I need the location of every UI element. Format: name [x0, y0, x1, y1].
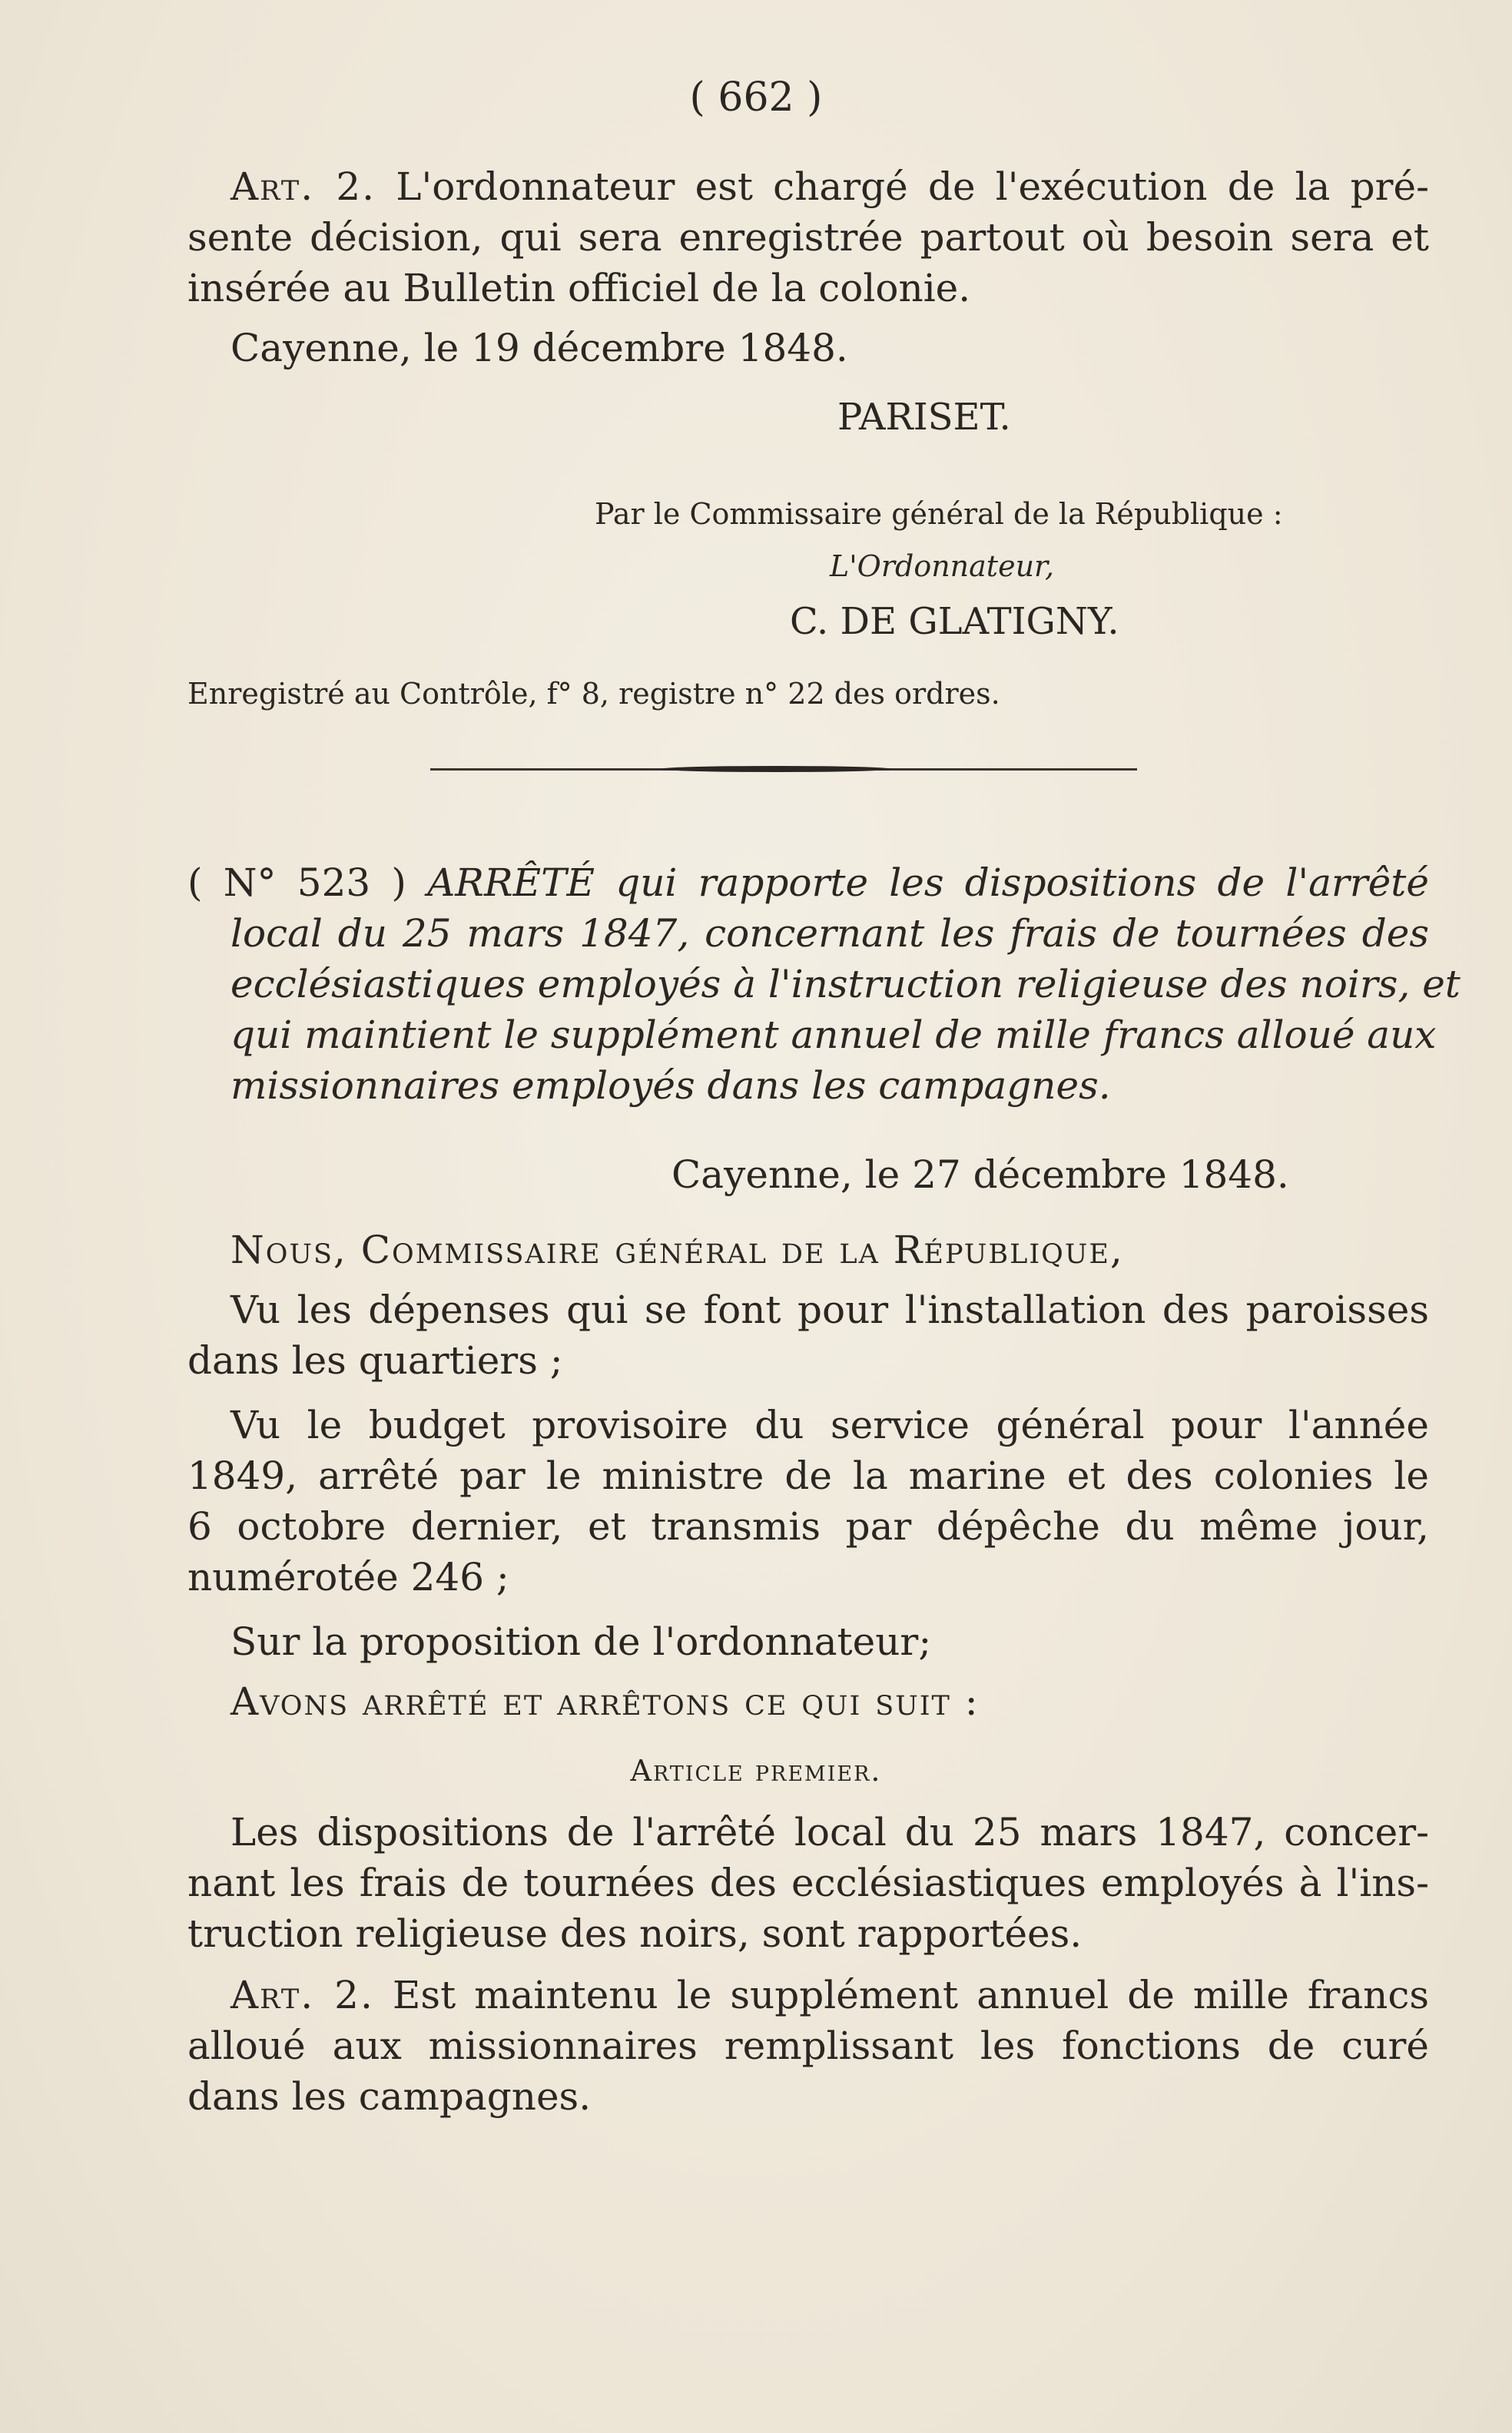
decree-title-line-4: qui maintient le supplément annuel de mille francs alloué aux [230, 1013, 1437, 1057]
decree-date: Cayenne, le 27 décembre 1848. [671, 1152, 1289, 1197]
article-2-line-2: alloué aux missionnaires remplissant les fonctions de curé [187, 2024, 1429, 2068]
decree-title-line-2: local du 25 mars 1847, concernant les frais de tournées des [230, 911, 1429, 956]
signature-pariset: PARISET. [837, 396, 1011, 439]
consideration-2-line-1: Vu le budget provisoire du service général pour l'année [230, 1403, 1429, 1447]
consideration-1-line-2: dans les quartiers ; [187, 1338, 563, 1383]
decree-title-line-3: ecclésiastiques employés à l'instruction religieuse des noirs, et [230, 962, 1461, 1006]
decree-decision: Avons arrêté et arrêtons ce qui suit : [230, 1679, 980, 1724]
art2-top-line-3: insérée au Bulletin officiel de la colonie. [187, 266, 971, 310]
article-first-heading: Article premier. [630, 1754, 882, 1788]
decree-title-line-5: missionnaires employés dans les campagnes. [230, 1063, 1111, 1108]
art2-top-line-2: sente décision, qui sera enregistrée partout où besoin sera et [187, 215, 1429, 260]
consideration-2-line-3: 6 octobre dernier, et transmis par dépêche du même jour, [187, 1504, 1429, 1549]
decree-title-line-1 [187, 857, 1429, 908]
consideration-2-line-2: 1849, arrêté par le ministre de la marine et des colonies le [187, 1454, 1429, 1498]
section-divider [430, 768, 1137, 771]
art2-top-text-1: L'ordonnateur est chargé de l'exécution de la pré- [396, 164, 1430, 209]
decree-number: ( N° 523 ) [187, 860, 406, 905]
consideration-2-line-4: numérotée 246 ; [187, 1555, 509, 1599]
art2-top-line-1 [230, 161, 1429, 212]
article-2-label: Art. 2. [230, 1973, 374, 2017]
ordonnateur-title: L'Ordonnateur, [830, 549, 1055, 583]
decree-title-text-1: ARRÊTÉ qui rapporte les dispositions de l'arrêté [427, 860, 1429, 905]
signature-glatigny: C. DE GLATIGNY. [790, 600, 1119, 643]
article-first-line-1: Les dispositions de l'arrêté local du 25 mars 1847, concer- [230, 1810, 1429, 1855]
consideration-1-line-1: Vu les dépenses qui se font pour l'installation des paroisses [230, 1288, 1429, 1332]
registration-note: Enregistré au Contrôle, f° 8, registre n° 22 des ordres. [187, 677, 1000, 711]
article-2-line-3: dans les campagnes. [187, 2074, 592, 2119]
date-1: Cayenne, le 19 décembre 1848. [230, 326, 848, 370]
article-2-line-1 [230, 1970, 1429, 2020]
article-2-text-1: Est maintenu le supplément annuel de mille francs [392, 1973, 1429, 2017]
page-number: ( 662 ) [689, 75, 823, 121]
consideration-3: Sur la proposition de l'ordonnateur; [230, 1619, 932, 1664]
article-first-line-3: truction religieuse des noirs, sont rapportées. [187, 1911, 1083, 1956]
decree-preamble: Nous, Commissaire général de la République, [230, 1228, 1124, 1272]
article-first-line-2: nant les frais de tournées des ecclésiastiques employés à l'ins- [187, 1861, 1429, 1905]
art2-top-label: Art. 2. [230, 164, 376, 209]
by-commissioner: Par le Commissaire général de la République : [595, 497, 1283, 531]
